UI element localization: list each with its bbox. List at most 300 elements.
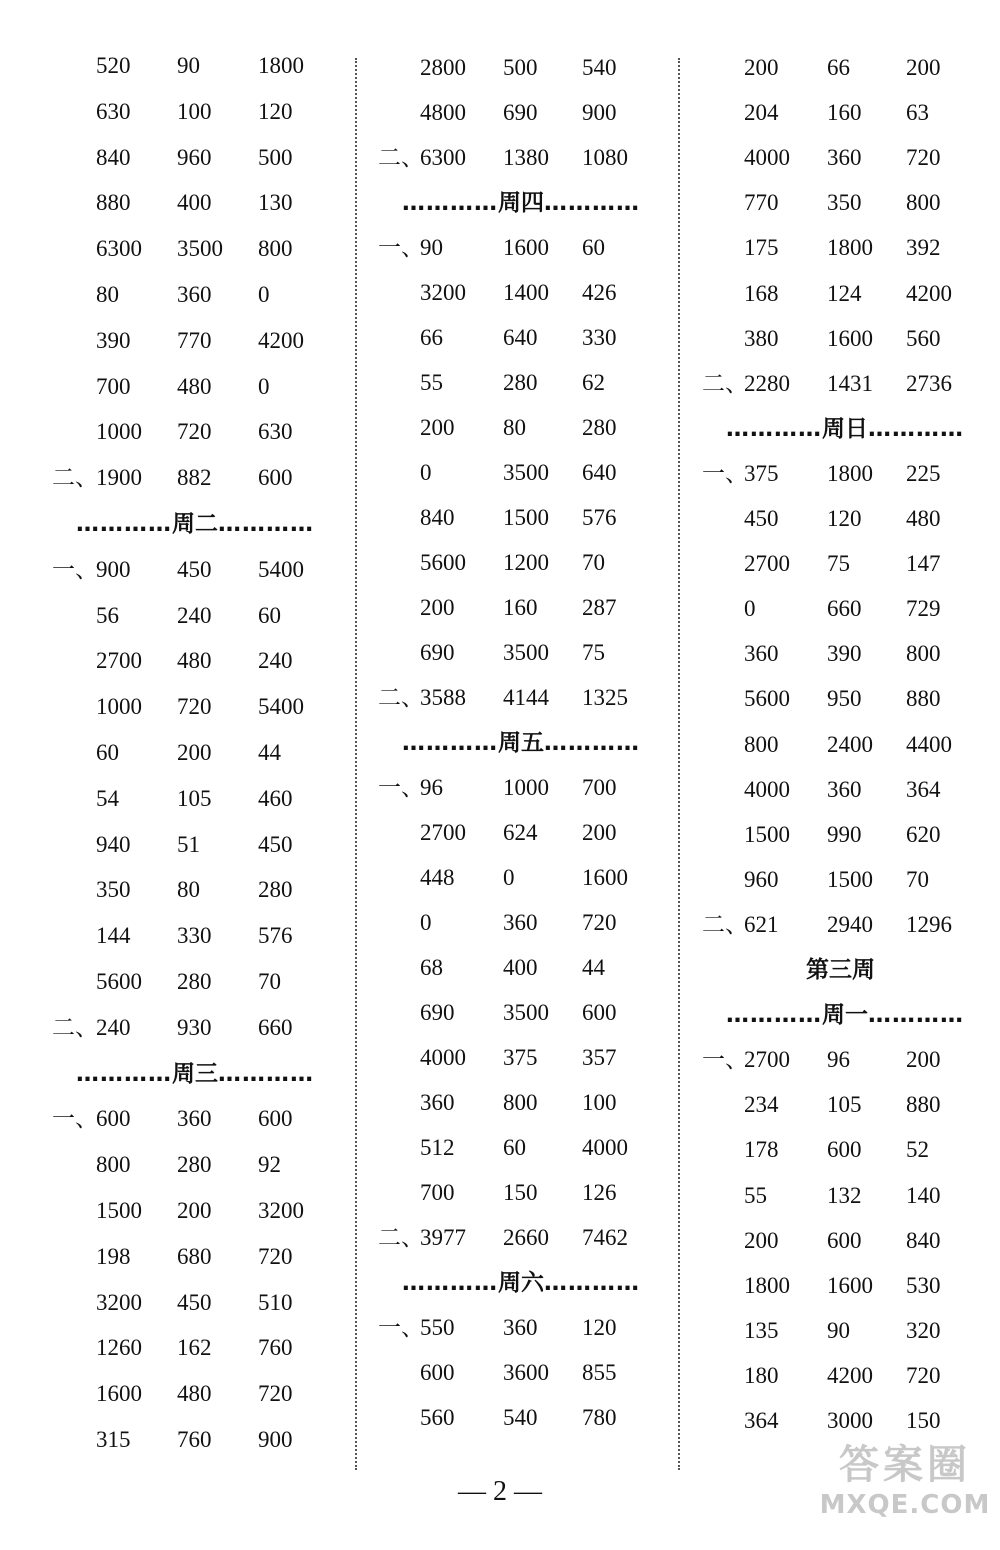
answer-row	[702, 138, 1000, 178]
answer-value: 800	[906, 190, 941, 216]
answer-value: 0	[744, 596, 756, 622]
answer-value: 1600	[827, 1272, 873, 1298]
answer-row	[52, 916, 372, 956]
answer-value: 234	[744, 1092, 779, 1118]
leader-dots: …………	[544, 730, 640, 756]
leader-dots: …………	[402, 190, 498, 216]
answer-value: 360	[744, 641, 779, 667]
answer-value: 1000	[96, 419, 142, 445]
answer-value: 770	[177, 327, 212, 353]
answer-value: 75	[582, 640, 605, 665]
answer-value: 375	[744, 460, 779, 486]
answer-value: 200	[420, 415, 455, 440]
answer-row	[52, 92, 372, 132]
answer-value: 3200	[96, 1289, 142, 1315]
answer-row	[52, 825, 372, 865]
answer-value: 60	[96, 740, 119, 765]
answer-value: 60	[258, 602, 281, 628]
answer-value: 630	[258, 419, 293, 445]
answer-row	[378, 588, 698, 628]
answer-value: 840	[906, 1227, 941, 1253]
answer-value: 512	[420, 1135, 455, 1160]
answer-row	[702, 183, 1000, 223]
answer-value: 530	[906, 1272, 941, 1298]
answer-row	[378, 228, 698, 268]
answer-row	[52, 458, 372, 498]
section-prefix: 二、	[52, 1014, 98, 1040]
answer-row	[702, 274, 1000, 314]
answer-value: 56	[96, 602, 119, 628]
column-divider-1	[355, 58, 357, 1470]
answer-row	[52, 1145, 372, 1185]
answer-value: 720	[258, 1243, 293, 1269]
answer-value: 990	[827, 821, 862, 847]
answer-row	[378, 993, 698, 1033]
answer-value: 640	[582, 460, 617, 485]
answer-value: 92	[258, 1152, 281, 1178]
section-prefix: 一、	[702, 1047, 748, 1073]
answer-value: 80	[503, 415, 526, 440]
watermark	[815, 1440, 995, 1520]
answer-row	[702, 1401, 1000, 1441]
answer-value: 0	[420, 460, 432, 485]
answer-value: 105	[827, 1092, 862, 1118]
answer-value: 126	[582, 1180, 617, 1205]
answer-value: 240	[177, 602, 212, 628]
answer-value: 960	[744, 866, 779, 892]
answer-value: 540	[503, 1405, 538, 1430]
answer-value: 4000	[744, 145, 790, 171]
answer-value: 364	[906, 776, 941, 802]
answer-value: 660	[827, 596, 862, 622]
answer-value: 162	[177, 1335, 212, 1361]
day-header	[720, 409, 970, 449]
answer-row	[702, 364, 1000, 404]
answer-row	[702, 1266, 1000, 1306]
answer-value: 180	[744, 1362, 779, 1388]
answer-row	[378, 498, 698, 538]
answer-value: 700	[582, 775, 617, 800]
section-prefix: 一、	[378, 1315, 424, 1340]
leader-dots: …………	[76, 1060, 172, 1087]
answer-value: 350	[96, 877, 131, 903]
answer-value: 364	[744, 1408, 779, 1433]
answer-value: 5400	[258, 556, 304, 582]
answer-row	[702, 93, 1000, 133]
leader-dots: …………	[544, 1270, 640, 1296]
answer-value: 392	[906, 235, 941, 261]
answer-value: 200	[420, 595, 455, 620]
answer-value: 68	[420, 955, 443, 980]
answer-value: 426	[582, 280, 617, 305]
answer-value: 621	[744, 911, 779, 937]
answer-row	[52, 367, 372, 407]
answer-value: 280	[177, 1152, 212, 1178]
answer-row	[52, 1099, 372, 1139]
answer-value: 600	[96, 1106, 131, 1132]
answer-row	[378, 1218, 698, 1258]
answer-row	[378, 1173, 698, 1213]
section-prefix: 二、	[702, 911, 748, 937]
answer-value: 55	[744, 1182, 767, 1208]
answer-value: 4200	[906, 280, 952, 306]
answer-row	[52, 1374, 372, 1414]
answer-row	[52, 870, 372, 910]
answer-value: 357	[582, 1045, 617, 1070]
answer-value: 450	[744, 506, 779, 531]
answer-value: 60	[582, 235, 605, 260]
answer-value: 760	[177, 1427, 212, 1452]
leader-dots: …………	[726, 415, 822, 442]
answer-row	[702, 589, 1000, 629]
day-header	[396, 1263, 646, 1303]
answer-row	[702, 815, 1000, 855]
answer-value: 204	[744, 100, 779, 126]
answer-value: 70	[906, 866, 929, 892]
answer-value: 44	[258, 740, 281, 765]
answer-row	[378, 1128, 698, 1168]
answer-value: 900	[582, 100, 617, 125]
answer-value: 1296	[906, 911, 952, 937]
answer-value: 96	[827, 1047, 850, 1073]
leader-dots: …………	[868, 415, 964, 442]
answer-value: 720	[582, 910, 617, 935]
answer-row	[702, 499, 1000, 539]
answer-value: 360	[503, 1315, 538, 1340]
answer-value: 1080	[582, 145, 628, 170]
answer-value: 80	[177, 877, 200, 903]
answer-row	[52, 229, 372, 269]
answer-value: 175	[744, 235, 779, 261]
answer-value: 360	[827, 145, 862, 171]
section-prefix: 一、	[378, 235, 424, 260]
answer-row	[378, 1308, 698, 1348]
answer-value: 54	[96, 785, 119, 811]
answer-value: 1600	[503, 235, 549, 260]
answer-row	[702, 725, 1000, 765]
answer-value: 52	[906, 1137, 929, 1163]
answer-value: 550	[420, 1315, 455, 1340]
answer-row	[378, 948, 698, 988]
answer-value: 640	[503, 325, 538, 350]
answer-value: 1400	[503, 280, 549, 305]
answer-value: 150	[906, 1408, 941, 1433]
day-header	[70, 504, 320, 544]
answer-value: 200	[744, 1227, 779, 1253]
answer-value: 225	[906, 460, 941, 486]
answer-row	[52, 183, 372, 223]
answer-value: 5600	[744, 686, 790, 712]
answer-value: 3200	[420, 280, 466, 305]
answer-value: 3588	[420, 685, 466, 710]
answer-value: 560	[420, 1405, 455, 1430]
answer-value: 2280	[744, 370, 790, 396]
answer-row	[378, 903, 698, 943]
answer-row	[52, 1191, 372, 1231]
answer-row	[702, 544, 1000, 584]
day-header	[396, 723, 646, 763]
answer-row	[702, 634, 1000, 674]
answer-value: 2400	[827, 731, 873, 757]
watermark-logo-text: 答案圈	[839, 1442, 971, 1488]
answer-row	[702, 454, 1000, 494]
answer-value: 1000	[96, 694, 142, 720]
answer-value: 450	[177, 556, 212, 582]
answer-value: 90	[827, 1317, 850, 1343]
answer-row	[52, 641, 372, 681]
answer-value: 600	[827, 1227, 862, 1253]
answer-value: 3500	[503, 460, 549, 485]
answer-value: 120	[258, 98, 293, 124]
answer-row	[702, 228, 1000, 268]
answer-row	[378, 1038, 698, 1078]
week-title: 第三周	[806, 957, 875, 983]
answer-value: 63	[906, 100, 929, 126]
answer-row	[702, 1356, 1000, 1396]
answer-value: 198	[96, 1243, 131, 1269]
answer-value: 2940	[827, 911, 873, 937]
answer-value: 2700	[744, 551, 790, 577]
answer-row	[52, 1008, 372, 1048]
answer-value: 96	[420, 775, 443, 800]
answer-value: 1380	[503, 145, 549, 170]
day-label: 周六	[498, 1270, 544, 1296]
answer-row	[378, 813, 698, 853]
answer-value: 360	[420, 1090, 455, 1115]
answer-row	[378, 408, 698, 448]
answer-value: 1000	[503, 775, 549, 800]
page-number: — 2 —	[458, 1476, 542, 1507]
answer-value: 450	[258, 831, 293, 857]
answer-value: 1500	[827, 866, 873, 892]
answer-row	[52, 550, 372, 590]
answer-value: 75	[827, 551, 850, 577]
answer-row	[702, 1176, 1000, 1216]
answer-row	[378, 633, 698, 673]
answer-value: 350	[827, 190, 862, 216]
answer-value: 160	[503, 595, 538, 620]
answer-row	[702, 319, 1000, 359]
answer-value: 100	[582, 1090, 617, 1115]
answer-value: 375	[503, 1045, 538, 1070]
answer-row	[52, 46, 372, 86]
answer-value: 320	[906, 1317, 941, 1343]
answer-value: 4144	[503, 685, 549, 710]
answer-value: 720	[258, 1381, 293, 1407]
answer-value: 200	[177, 740, 212, 765]
answer-value: 105	[177, 785, 212, 811]
answer-value: 200	[906, 55, 941, 80]
answer-value: 600	[258, 1106, 293, 1132]
answer-value: 6300	[420, 145, 466, 170]
answer-value: 840	[96, 144, 131, 170]
answer-row	[378, 138, 698, 178]
answer-value: 4000	[582, 1135, 628, 1160]
answer-row	[52, 779, 372, 819]
section-prefix: 二、	[378, 685, 424, 710]
day-label: 周三	[172, 1060, 218, 1087]
leader-dots: …………	[218, 1060, 314, 1087]
answer-value: 160	[827, 100, 862, 126]
day-header	[720, 995, 970, 1035]
answer-value: 690	[503, 100, 538, 125]
section-prefix: 一、	[52, 1106, 98, 1132]
answer-value: 147	[906, 551, 941, 577]
answer-value: 880	[906, 686, 941, 712]
answer-value: 135	[744, 1317, 779, 1343]
answer-value: 124	[827, 280, 862, 306]
answer-value: 760	[258, 1335, 293, 1361]
answer-value: 600	[827, 1137, 862, 1163]
answer-value: 960	[177, 144, 212, 170]
answer-row	[702, 860, 1000, 900]
answer-row	[378, 93, 698, 133]
answer-value: 90	[177, 53, 200, 78]
answer-value: 240	[96, 1014, 131, 1040]
answer-value: 900	[258, 1427, 293, 1452]
answer-row	[378, 1398, 698, 1438]
answer-row	[52, 321, 372, 361]
answer-value: 360	[503, 910, 538, 935]
answer-row	[702, 1311, 1000, 1351]
answer-value: 660	[258, 1014, 293, 1040]
answer-row	[378, 318, 698, 358]
answer-value: 480	[177, 1381, 212, 1407]
answer-row	[378, 48, 698, 88]
answer-row	[52, 962, 372, 1002]
answer-value: 4000	[744, 776, 790, 802]
answer-value: 5400	[258, 694, 304, 720]
answer-value: 1431	[827, 370, 873, 396]
answer-value: 280	[582, 415, 617, 440]
answer-row	[702, 1130, 1000, 1170]
answer-value: 200	[582, 820, 617, 845]
answer-row	[702, 770, 1000, 810]
answer-value: 3500	[177, 236, 223, 262]
answer-value: 4000	[420, 1045, 466, 1070]
answer-value: 700	[420, 1180, 455, 1205]
answer-value: 510	[258, 1289, 293, 1315]
answer-value: 4200	[827, 1362, 873, 1388]
answer-value: 4400	[906, 731, 952, 757]
answer-value: 90	[420, 235, 443, 260]
answer-row	[378, 1353, 698, 1393]
answer-value: 6300	[96, 236, 142, 262]
answer-row	[378, 273, 698, 313]
answer-value: 44	[582, 955, 605, 980]
answer-value: 1600	[827, 325, 873, 351]
section-prefix: 二、	[378, 1225, 424, 1250]
answer-value: 500	[258, 144, 293, 170]
column-divider-2	[678, 58, 680, 1470]
day-label: 周日	[822, 415, 868, 442]
answer-value: 1325	[582, 685, 628, 710]
answer-value: 120	[827, 506, 862, 531]
answer-value: 7462	[582, 1225, 628, 1250]
answer-value: 576	[582, 505, 617, 530]
answer-value: 66	[827, 55, 850, 80]
answer-value: 144	[96, 923, 131, 949]
day-header	[396, 183, 646, 223]
answer-value: 630	[96, 98, 131, 124]
answer-value: 5600	[96, 969, 142, 994]
section-prefix: 二、	[378, 145, 424, 170]
answer-value: 600	[420, 1360, 455, 1385]
answer-value: 480	[177, 373, 212, 399]
answer-value: 1800	[744, 1272, 790, 1298]
answer-value: 1260	[96, 1335, 142, 1361]
answer-value: 600	[258, 465, 293, 491]
answer-value: 280	[503, 370, 538, 395]
answer-value: 1600	[582, 865, 628, 890]
answer-value: 390	[96, 327, 131, 353]
answer-row	[52, 412, 372, 452]
section-prefix: 二、	[702, 370, 748, 396]
answer-value: 560	[906, 325, 941, 351]
leader-dots: …………	[544, 190, 640, 216]
answer-row	[702, 1221, 1000, 1261]
answer-value: 950	[827, 686, 862, 712]
answer-value: 0	[258, 373, 270, 399]
answer-value: 70	[258, 969, 281, 994]
answer-row	[378, 543, 698, 583]
answer-value: 2700	[420, 820, 466, 845]
answer-value: 1900	[96, 465, 142, 491]
answer-value: 800	[258, 236, 293, 262]
answer-value: 900	[96, 556, 131, 582]
answer-value: 1500	[744, 821, 790, 847]
answer-value: 200	[744, 55, 779, 80]
answer-value: 0	[258, 282, 270, 307]
leader-dots: …………	[76, 511, 172, 537]
answer-value: 500	[503, 55, 538, 80]
answer-value: 80	[96, 282, 119, 307]
answer-value: 360	[827, 776, 862, 802]
answer-row	[52, 1283, 372, 1323]
answer-value: 4800	[420, 100, 466, 125]
answer-value: 150	[503, 1180, 538, 1205]
answer-value: 800	[503, 1090, 538, 1115]
answer-value: 400	[177, 190, 212, 216]
answer-value: 520	[96, 53, 131, 78]
section-prefix: 一、	[702, 460, 748, 486]
answer-value: 600	[582, 1000, 617, 1025]
answer-value: 360	[177, 282, 212, 307]
answer-value: 940	[96, 831, 131, 857]
answer-value: 720	[906, 1362, 941, 1388]
answer-row	[378, 453, 698, 493]
answer-row	[52, 1420, 372, 1460]
answer-value: 3000	[827, 1408, 873, 1433]
answer-value: 2700	[96, 648, 142, 674]
answer-value: 55	[420, 370, 443, 395]
answer-value: 62	[582, 370, 605, 395]
watermark-url: MXQE.COM	[819, 1490, 991, 1520]
answer-value: 0	[503, 865, 515, 890]
answer-value: 70	[582, 550, 605, 575]
section-prefix: 一、	[52, 556, 98, 582]
answer-value: 448	[420, 865, 455, 890]
answer-value: 680	[177, 1243, 212, 1269]
answer-value: 380	[744, 325, 779, 351]
answer-row	[702, 48, 1000, 88]
answer-value: 480	[177, 648, 212, 674]
answer-value: 315	[96, 1427, 131, 1452]
answer-value: 280	[258, 877, 293, 903]
answer-value: 400	[503, 955, 538, 980]
section-prefix: 二、	[52, 465, 98, 491]
answer-value: 2700	[744, 1047, 790, 1073]
